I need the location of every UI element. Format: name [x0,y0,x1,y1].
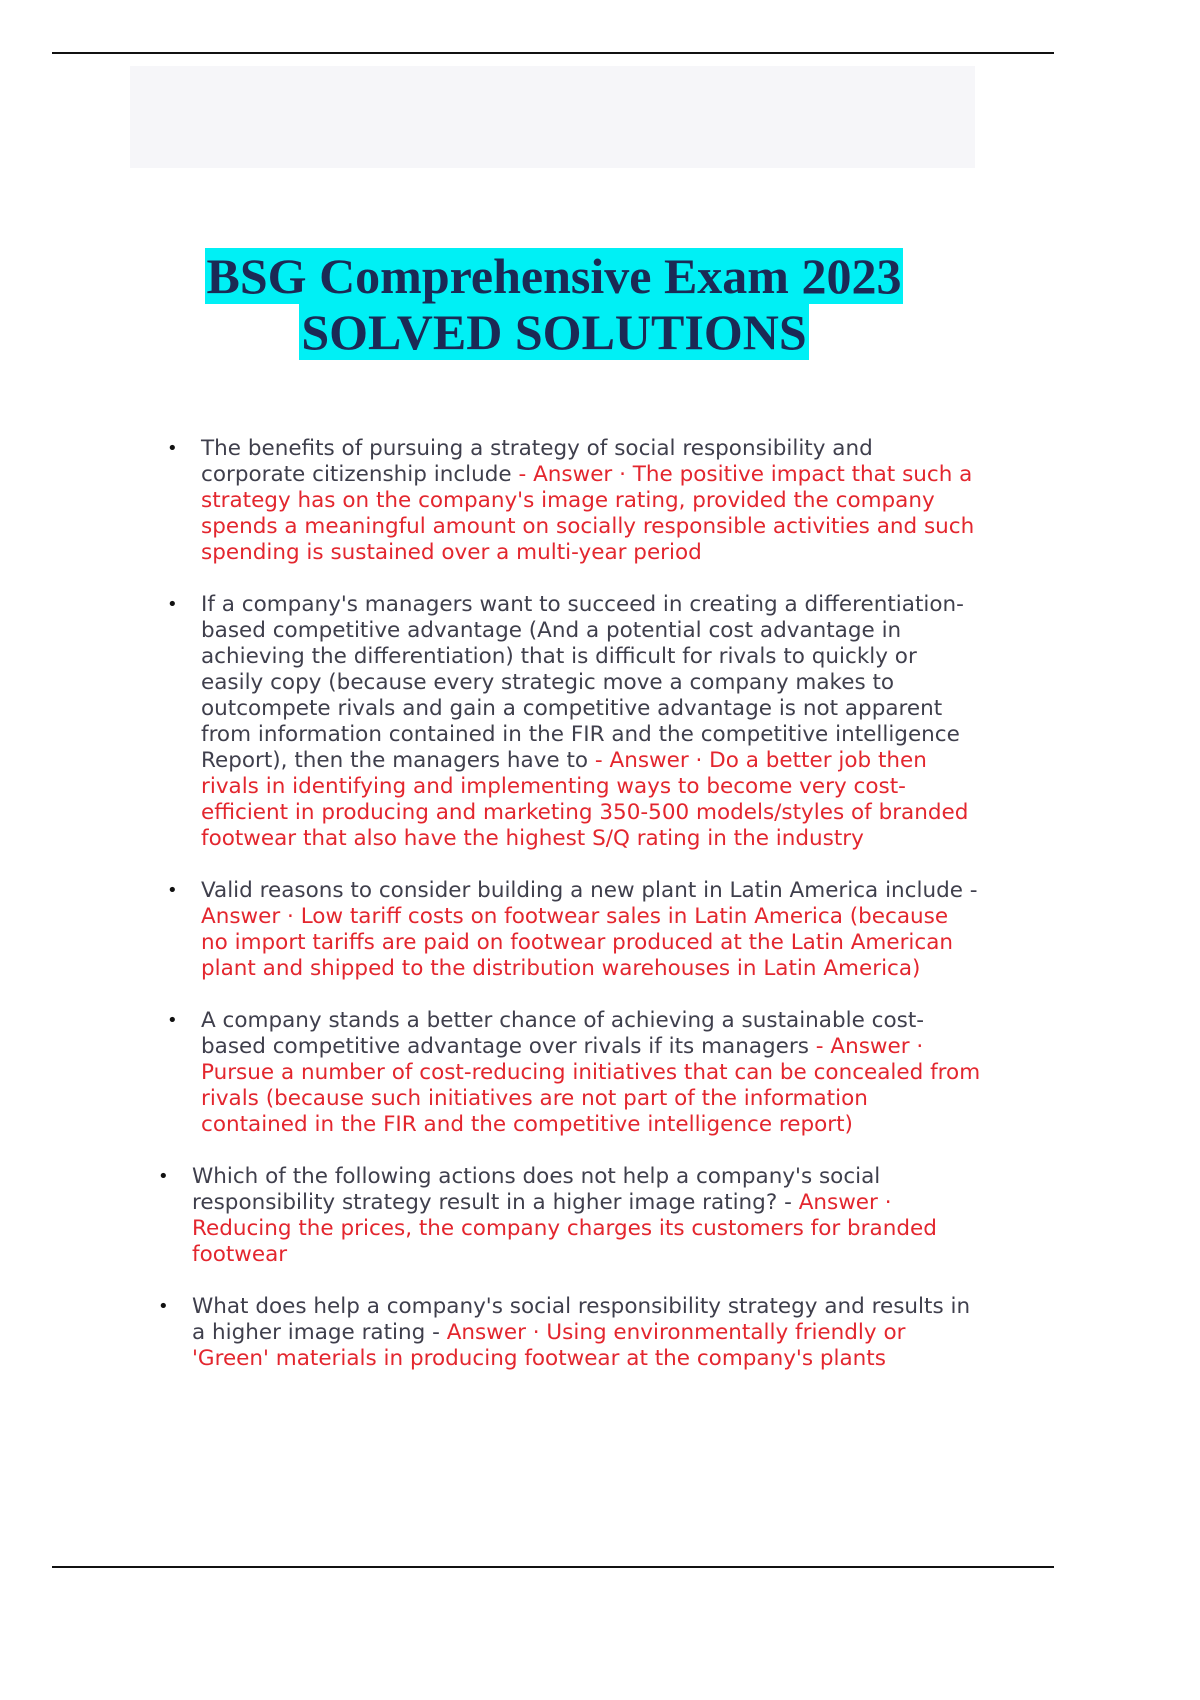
question-text: What does help a company's social responsibility strategy and results in a higher image rating - [192,1294,971,1345]
bullet-icon: • [158,1296,169,1317]
list-item [167,592,981,852]
question-text: Valid reasons to consider building a new plant in Latin America include - [201,878,978,903]
header-banner [130,66,975,168]
answer-text: - Answer · The positive impact that such a strategy has on the company's image rating, provided the company spends a meaningful amount on socially responsible activities and such spending is sustained over a multi-year period [201,462,975,565]
question-text: The benefits of pursuing a strategy of social responsibility and corporate citizenship include [201,436,873,487]
answer-text: - Answer · Pursue a number of cost-reducing initiatives that can be concealed from rivals (because such initiatives are not part of the information contained in the FIR and the competitive intelligence report) [201,1034,981,1137]
answer-text: Answer · Low tariff costs on footwear sales in Latin America (because no import tariffs are paid on footwear produced at the Latin American plant and shipped to the distribution warehouses in Latin America) [201,904,954,981]
qa-list [0,436,1108,1398]
bullet-icon: • [167,1010,178,1031]
bullet-icon: • [158,1166,169,1187]
bullet-icon: • [167,880,178,901]
list-item [158,1294,972,1372]
bottom-rule [52,1566,1054,1568]
title-line-1: BSG Comprehensive Exam 2023 [206,248,902,304]
list-item [167,436,981,566]
question-text: If a company's managers want to succeed in creating a differentiation-based competitive advantage (And a potential cost advantage in achieving the differentiation) that is difficult for rivals to quickly or easily copy (because every strategic move a company makes to outcompete rivals and gain a competitive advantage is not apparent from information contained in the FIR and the competitive intelligence Report), then the managers have to [201,592,964,773]
bullet-icon: • [167,438,178,459]
top-rule [52,52,1054,54]
answer-text: Answer · Reducing the prices, the company charges its customers for branded footwear [192,1190,937,1267]
question-text: Which of the following actions does not help a company's social responsibility strategy result in a higher image rating? - [192,1164,881,1215]
answer-text: Answer · Using environmentally friendly or 'Green' materials in producing footwear at the company's plants [192,1320,906,1371]
list-item [167,1008,981,1138]
document-title [0,248,1108,360]
list-item [167,878,981,982]
question-text: A company stands a better chance of achieving a sustainable cost-based competitive advantage over rivals if its managers [201,1008,925,1059]
answer-text: - Answer · Do a better job then rivals in identifying and implementing ways to become very cost-efficient in producing and marketing 350-500 models/styles of branded footwear that also have the highest S/Q rating in the industry [201,748,969,851]
bullet-icon: • [167,594,178,615]
title-line-2: SOLVED SOLUTIONS [301,304,807,360]
list-item [158,1164,972,1268]
